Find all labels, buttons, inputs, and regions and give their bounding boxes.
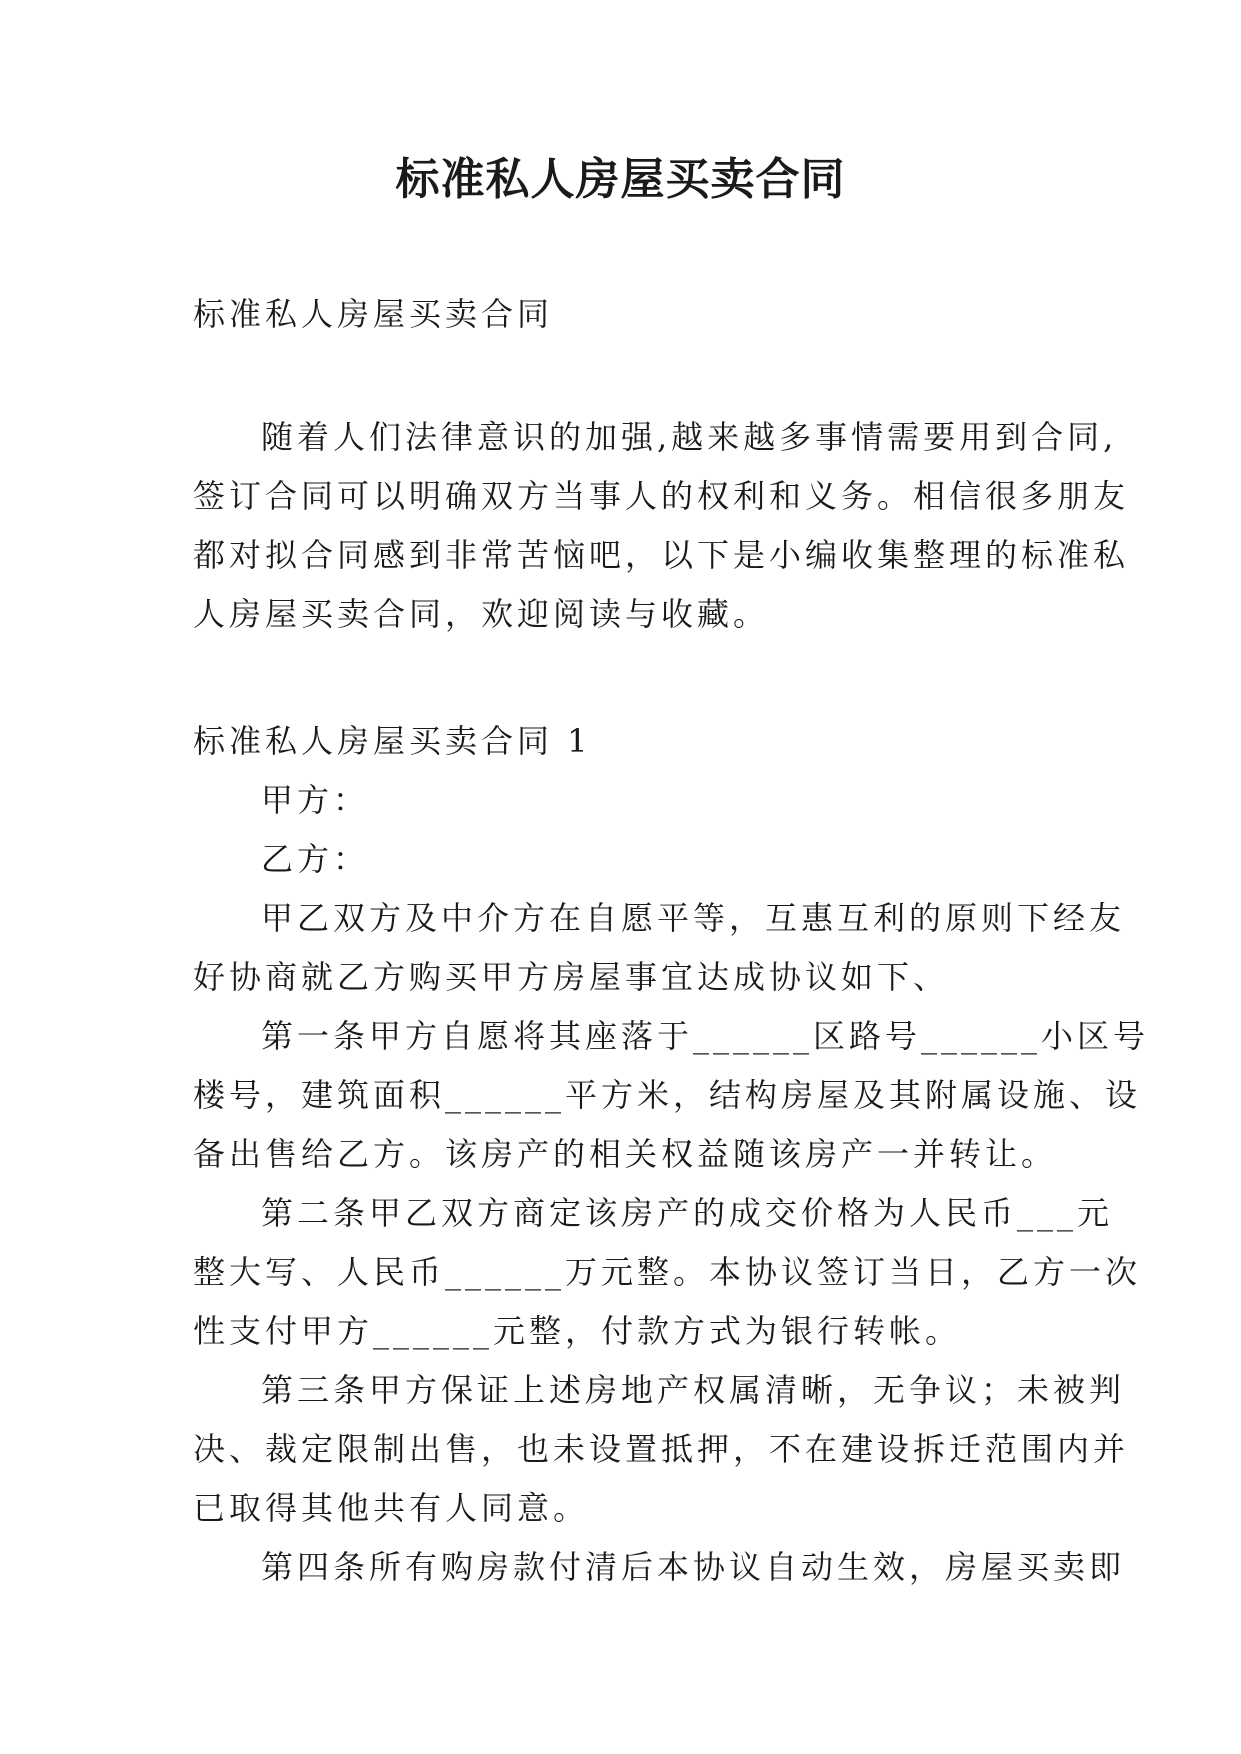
party-b-line: 乙方： [261, 840, 370, 878]
article-3-line: 已取得其他共有人同意。 [193, 1489, 590, 1527]
intro-line: 随着人们法律意识的加强,越来越多事情需要用到合同, [261, 418, 1118, 456]
intro-line: 人房屋买卖合同，欢迎阅读与收藏。 [193, 595, 770, 633]
article-3-line: 第三条甲方保证上述房地产权属清晰，无争议；未被判 [261, 1371, 1126, 1409]
preamble-line: 甲乙双方及中介方在自愿平等，互惠互利的原则下经友 [261, 899, 1126, 937]
article-1-line: 第一条甲方自愿将其座落于______区路号______小区号 [261, 1017, 1150, 1055]
subtitle-line: 标准私人房屋买卖合同 [193, 295, 554, 333]
preamble-line: 好协商就乙方购买甲方房屋事宜达成协议如下、 [193, 958, 950, 996]
article-2-line: 性支付甲方______元整，付款方式为银行转帐。 [193, 1312, 962, 1350]
intro-line: 都对拟合同感到非常苦恼吧，以下是小编收集整理的标准私 [193, 536, 1130, 574]
article-1-line: 楼号，建筑面积______平方米，结构房屋及其附属设施、设 [193, 1076, 1142, 1114]
article-2-line: 第二条甲乙双方商定该房产的成交价格为人民币___元 [261, 1194, 1114, 1232]
party-a-line: 甲方： [261, 781, 370, 819]
article-3-line: 决、裁定限制出售，也未设置抵押，不在建设拆迁范围内并 [193, 1430, 1130, 1468]
intro-line: 签订合同可以明确双方当事人的权利和义务。相信很多朋友 [193, 477, 1130, 515]
section-heading: 标准私人房屋买卖合同 1 [193, 722, 592, 760]
document-body [193, 285, 1150, 1597]
article-4-line: 第四条所有购房款付清后本协议自动生效，房屋买卖即 [261, 1548, 1126, 1586]
document-title: 标准私人房屋买卖合同 [395, 154, 846, 205]
article-1-line: 备出售给乙方。该房产的相关权益随该房产一并转让。 [193, 1135, 1058, 1173]
article-2-line: 整大写、人民币______万元整。本协议签订当日，乙方一次 [193, 1253, 1142, 1291]
